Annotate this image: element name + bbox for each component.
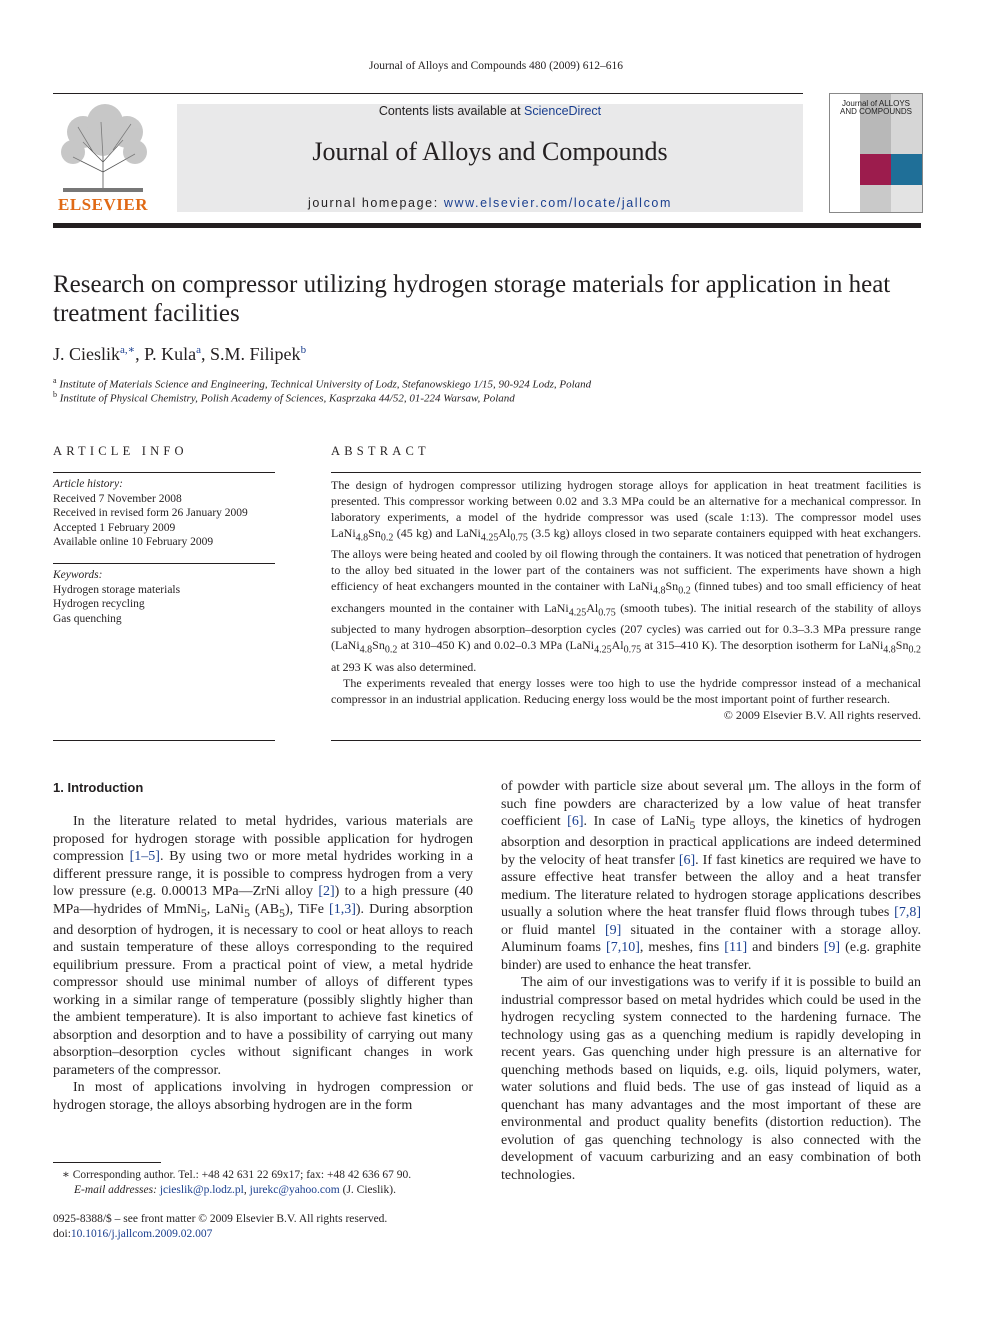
contents-prefix: Contents lists available at xyxy=(378,104,525,118)
citation-link[interactable]: [6] xyxy=(567,814,584,829)
homepage-link[interactable]: www.elsevier.com/locate/jallcom xyxy=(443,196,672,210)
author-name: S.M. Filipek xyxy=(210,344,301,364)
abstract-heading: ABSTRACT xyxy=(331,444,430,458)
abstract-paragraph: The design of hydrogen compressor utilizing hydrogen storage alloys for application in heat treatment facilities is presented. This compressor working between 0.02 and 3.3 MPa could be an alternative for a mechanical compressor. In laboratory experiments, a model of the hydride compressor was used (scale 1:13). The compressor model uses $LaNi_{4.8}Sn_{0.2}$ (45 kg) and $LaNi_{4.25}Al_{0.75}$ (3.5 kg) alloys closed in two separate containers equipped with heat exchangers. The alloys were being heated and cooled by oil flowing through the containers. It was noticed that penetration of hydrogen to the alloy bed situated in the lower part of the containers was not sufficient. The experiments have shown a high efficiency of heat exchangers mounted in the container with $LaNi_{4.8}Sn_{0.2}$ (finned tubes) and too small efficiency of heat exchangers mounted in the container with $LaNi_{4.25}Al_{0.75}$ (smooth tubes). The initial research of the stability of alloys subjected to many hydrogen absorption–desorption cycles (207 cycles) was carried out for 0.3–3.3 MPa pressure range ($LaNi_{4.8}Sn_{0.2}$ at 310–450 K) and 0.02–0.3 MPa ($LaNi_{4.25}Al_{0.75}$ at 315–410 K). The desorption isotherm for $LaNi_{4.8}Sn_{0.2}$ at 293 K was also determined. xyxy=(331,478,922,674)
running-header: Journal of Alloys and Compounds 480 (2009) 612–616 xyxy=(369,60,623,72)
article-info-rule xyxy=(53,472,275,473)
history-online: Available online 10 February 2009 xyxy=(53,536,214,548)
abstract-body xyxy=(331,477,921,723)
doi-line xyxy=(53,1227,533,1242)
keywords-rule xyxy=(53,563,275,564)
issn-block xyxy=(53,1212,533,1241)
citation-link[interactable]: [9] xyxy=(823,940,841,956)
masthead-thick-rule xyxy=(53,223,921,228)
article-info-bottom-rule xyxy=(53,740,275,741)
email-link[interactable]: jcieslik@p.lodz.pl xyxy=(159,1183,244,1196)
abstract-rule xyxy=(331,472,921,473)
affiliation-text: Institute of Materials Science and Engineering, Technical University of Lodz, Stefanowskiego 1/15, 90-924 Lodz, Poland xyxy=(59,378,592,391)
sciencedirect-link[interactable]: ScienceDirect xyxy=(524,104,602,118)
history-accepted: Accepted 1 February 2009 xyxy=(53,521,176,534)
issn-line: 0925-8388/$ – see front matter © 2009 Elsevier B.V. All rights reserved. xyxy=(53,1213,388,1225)
publisher-logo-text: ELSEVIER xyxy=(58,195,148,214)
citation-link[interactable]: [1,3] xyxy=(329,901,356,917)
keyword: Gas quenching xyxy=(53,612,122,625)
homepage-prefix: journal homepage: xyxy=(308,196,444,210)
section-heading-introduction: 1. Introduction xyxy=(53,780,144,795)
citation-link[interactable]: [6] xyxy=(678,852,696,868)
cover-title: Journal of ALLOYS AND COMPOUNDS xyxy=(839,99,912,116)
email-label: E-mail addresses: xyxy=(74,1183,157,1196)
journal-homepage xyxy=(177,196,803,210)
author-affiliation-mark[interactable]: b xyxy=(300,344,307,356)
citation-link[interactable]: [2] xyxy=(318,884,335,899)
affiliation-text: Institute of Physical Chemistry, Polish Academy of Sciences, Kasprzaka 44/52, 01-224 Warsaw, Poland xyxy=(59,392,515,405)
keyword: Hydrogen storage materials xyxy=(53,583,181,596)
footnote-rule xyxy=(53,1162,161,1163)
keyword: Hydrogen recycling xyxy=(53,598,145,610)
doi-label: doi: xyxy=(53,1227,71,1240)
abstract-bottom-rule xyxy=(331,740,921,741)
history-revised: Received in revised form 26 January 2009 xyxy=(53,507,248,519)
email-suffix: (J. Cieslik). xyxy=(342,1183,396,1196)
affiliation-mark: b xyxy=(53,390,57,399)
body-paragraph: The aim of our investigations was to verify if it is possible to build an industrial compressor based on metal hydrides which could be used in the hydrogen recycling system connected to the hardening furnace. The technology using gas as a quenching medium is rapidly developing in recent years. Gas quenching under high pressure is an alternative for quenching methods based on liquids, e.g. oils, liquid polymers, water, water solutions and fluid beds. The use of gas instead of liquid as a quenchant has many advantages and the most important of these are environmental and product quality benefits (distortion reduction). The evolution of gas quenching technology is also connected with the development of vacuum carburizing and an easy combination of both technologies. xyxy=(501,975,921,1183)
email-link[interactable]: jurekc@yahoo.com xyxy=(249,1183,340,1196)
body-paragraph: In most of applications involving in hydrogen compression or hydrogen storage, the alloys absorbing hydrogen are in the form xyxy=(53,1080,473,1113)
author-list: J. Cieslik$^{a,∗}$, P. Kula$^a$, S.M. Filipek$^b$ xyxy=(53,344,307,364)
citation-link[interactable]: [7,10] xyxy=(606,940,640,956)
corresponding-author-note xyxy=(62,1168,542,1197)
affiliation-b xyxy=(53,390,515,405)
citation-link[interactable]: [1–5] xyxy=(129,849,160,864)
affiliation-a xyxy=(53,376,591,391)
body-paragraph: In the literature related to metal hydrides, various materials are proposed for hydrogen storage with possible application for hydrogen compression [1–5]. By using two or more metal hydrides working in a different pressure range, it is possible to compress hydrogen from a very low pressure (e.g. 0.00013 MPa—ZrNi alloy [2]) to a high pressure (40 MPa—hydrides of MmNi$_5$, LaNi$_5$ $(AB_5)$, TiFe [1,3]). During absorption and desorption of hydrogen, it is necessary to cool or heat alloys to reach and sustain temperature of these alloys corresponding to the required equilibrium pressure. From a practical point of view, a metal hydride compressor should use minimal number of alloys of different types working in a similar range of temperature (possibly slightly higher than the ambient temperature). It is also important to achieve fast kinetics of absorption and desorption and to have a possibility of carrying out many absorption–desorption cycles without significant changes in work parameters of the compressor. xyxy=(53,814,473,1078)
journal-title: Journal of Alloys and Compounds xyxy=(312,137,668,166)
body-paragraph: of powder with particle size about several μm. The alloys in the form of such fine powders are characterized by a low value of heat transfer coefficient [6]. In case of LaNi$_5$ type alloys, the kinetics of hydrogen absorption and desorption in practical applications are indeed determined by the velocity of heat transfer [6]. If fast kinetics are required we have to assure effective heat transfer between the alloy and a heat transfer medium. The literature related to hydrogen storage applications describes usually a solution where the heat transfer fluid flows through tubes [7,8] or fluid mantel [9] situated in the container with a storage alloy. Aluminum foams [7,10], meshes, fins [11] and binders [9] (e.g. graphite binder) are used to enhance the heat transfer. xyxy=(501,779,921,973)
history-received: Received 7 November 2008 xyxy=(53,492,182,505)
email-line: E-mail addresses: jcieslik@p.lodz.pl, jurekc@yahoo.com (J. Cieslik). xyxy=(74,1183,396,1196)
author-affiliation-mark[interactable]: a xyxy=(196,344,202,356)
citation-link[interactable]: [11] xyxy=(724,940,748,956)
article-info-heading: ARTICLE INFO xyxy=(53,444,188,458)
body-column-right xyxy=(501,778,921,1184)
contents-line xyxy=(177,104,803,118)
author-name: J. Cieslik xyxy=(53,344,121,364)
affiliation-mark: a xyxy=(53,376,57,385)
citation-link[interactable]: [9] xyxy=(604,922,622,938)
citation-link[interactable]: [7,8] xyxy=(894,905,921,921)
doi-link[interactable]: 10.1016/j.jallcom.2009.02.007 xyxy=(70,1227,213,1240)
abstract-paragraph: The experiments revealed that energy losses were too high to use the hydride compressor instead of a mechanical compressor in an industrial application. Reducing energy loss would be the most important point of further research. xyxy=(331,675,921,706)
article-history xyxy=(53,477,275,550)
article-history-label: Article history: xyxy=(53,478,123,490)
author-name: P. Kula xyxy=(144,344,197,364)
keywords-label: Keywords: xyxy=(53,569,103,581)
keywords xyxy=(53,568,275,626)
corresponding-author-text: ∗ Corresponding author. Tel.: +48 42 631 22 69x17; fax: +48 42 636 67 90. xyxy=(62,1169,412,1181)
journal-cover-thumbnail xyxy=(829,93,923,213)
masthead-rule xyxy=(53,93,803,94)
author-affiliation-mark[interactable]: a,∗ xyxy=(120,344,136,356)
body-column-left xyxy=(53,813,473,1114)
article-title: Research on compressor utilizing hydrogen storage materials for application in heat treatment facilities xyxy=(53,271,891,327)
abstract-copyright: © 2009 Elsevier B.V. All rights reserved. xyxy=(723,707,921,722)
